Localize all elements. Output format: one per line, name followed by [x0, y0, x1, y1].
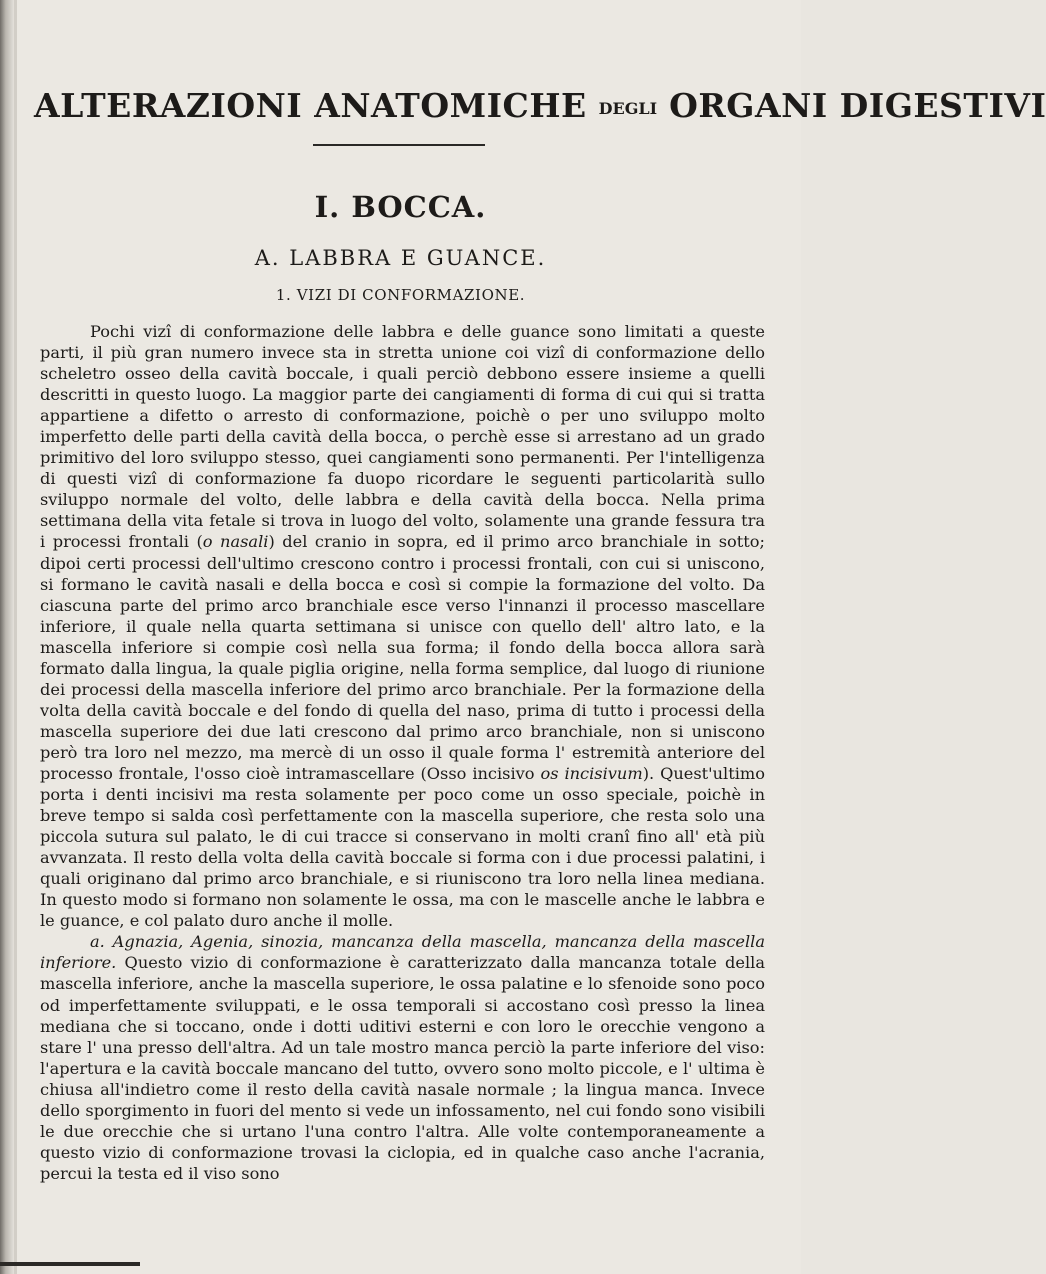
paragraph-1-italic-a: o nasali	[202, 532, 269, 552]
paragraph-1-text-c: ). Quest'ultimo porta i denti incisivi ma resta solamente per poco come un osso speciale, poichè in breve tempo si salda così perfettamente con la mascella superiore, che resta solo una piccola sutura sul palato, le di cui tracce si conservano in molti cranî fino all' età più avvanzata. Il resto della volta della cavità boccale si forma con i due processi palatini, i quali originano dal primo arco branchiale, e si riuniscono tra loro nella linea mediana. In questo modo si formano non solamente le ossa, ma con le mascelle anche le labbra e le guance, e col palato duro anche il molle.	[40, 763, 765, 931]
paragraph-1	[40, 321, 765, 931]
subsection-title: 1. VIZI DI CONFORMAZIONE.	[275, 286, 526, 304]
running-title-part1: ALTERAZIONI ANATOMICHE	[34, 86, 587, 125]
running-title-part3: ORGANI DIGESTIVI	[669, 86, 1046, 125]
running-title-part2: DEGLI	[598, 99, 658, 118]
page-bottom-edge	[0, 1262, 140, 1266]
paragraph-2	[40, 931, 765, 1184]
paragraph-2-text-a: Questo vizio di conformazione è caratterizzato dalla mancanza totale della mascella inferiore, anche la mascella superiore, le ossa palatine e lo sfenoide sono poco od imperfettamente sviluppati, e le ossa temporali si accostano così presso la linea mediana che si toccano, onde i dotti uditivi esterni e con loro le orecchie vengono a stare l' una presso dell'altra. Ad un tale mostro manca perciò la parte inferiore del viso: l'apertura e la cavità boccale mancano del tutto, ovvero sono molto piccole, e l' ultima è chiusa all'indietro come il resto della cavità nasale normale ; la lingua manca. Invece dello sporgimento in fuori del mento si vede un infossamento, nel cui fondo sono visibili le due orecchie che si urtano l'una contro l'altra. Alle volte contemporaneamente a questo vizio di conformazione trovasi la ciclopia, ed in qualche caso anche l'acrania, percui la testa ed il viso sono	[40, 953, 765, 1183]
header-rule	[313, 144, 485, 146]
running-title	[34, 86, 1046, 125]
paragraph-1-text-b: ) del cranio in sopra, ed il primo arco branchiale in sotto; dipoi certi processi dell'ultimo crescono contro i processi frontali, con cui si uniscono, si formano le cavità nasali e della bocca e così si compie la formazione del volto. Da ciascuna parte del primo arco branchiale esce verso l'innanzi il processo mascellare inferiore, il quale nella quarta settimana si unisce con quello dell' altro lato, e la mascella inferiore si compie così nella sua forma; il fondo della bocca allora sarà formato dalla lingua, la quale piglia origine, nella forma semplice, dal luogo di riunione dei processi della mascella inferiore del primo arco branchiale. Per la formazione della volta della cavità boccale e del fondo di quella del naso, prima di tutto i processi della mascella superiore dei due lati crescono dal primo arco branchiale, non si uniscono però tra loro nel mezzo, ma mercè di un osso il quale forma l' estremità anteriore del processo frontale, l'osso cioè intramascellare (Osso incisivo	[40, 532, 765, 783]
section-title: A. LABBRA E GUANCE.	[254, 246, 547, 270]
paragraph-1-text-a: Pochi vizî di conformazione delle labbra e delle guance sono limitati a queste parti, il più gran numero invece sta in stretta unione coi vizî di conformazione dello scheletro osseo della cavità boccale, i quali perciò debbono essere insieme a quelli descritti in questo luogo. La maggior parte dei cangiamenti di forma di cui qui si tratta appartiene a difetto o arresto di conformazione, poichè o per uno sviluppo molto imperfetto delle parti della cavità della bocca, o perchè esse si arrestano ad un grado primitivo del loro sviluppo stesso, quei cangiamenti sono permanenti. Per l'intelligenza di questi vizî di conformazione fa duopo ricordare le seguenti particolarità sullo sviluppo normale del volto, delle labbra e della cavità della bocca. Nella prima settimana della vita fetale si trova in luogo del volto, solamente una grande fessura tra i processi frontali (	[40, 322, 765, 552]
chapter-title: I. BOCCA.	[314, 190, 487, 224]
paragraph-2-italic-a: a. Agnazia, Agenia, sinozia, mancanza della mascella, mancanza della mascella inferiore.	[40, 932, 765, 973]
paragraph-1-italic-b: os incisivum	[540, 763, 643, 783]
body-text	[40, 321, 765, 1184]
